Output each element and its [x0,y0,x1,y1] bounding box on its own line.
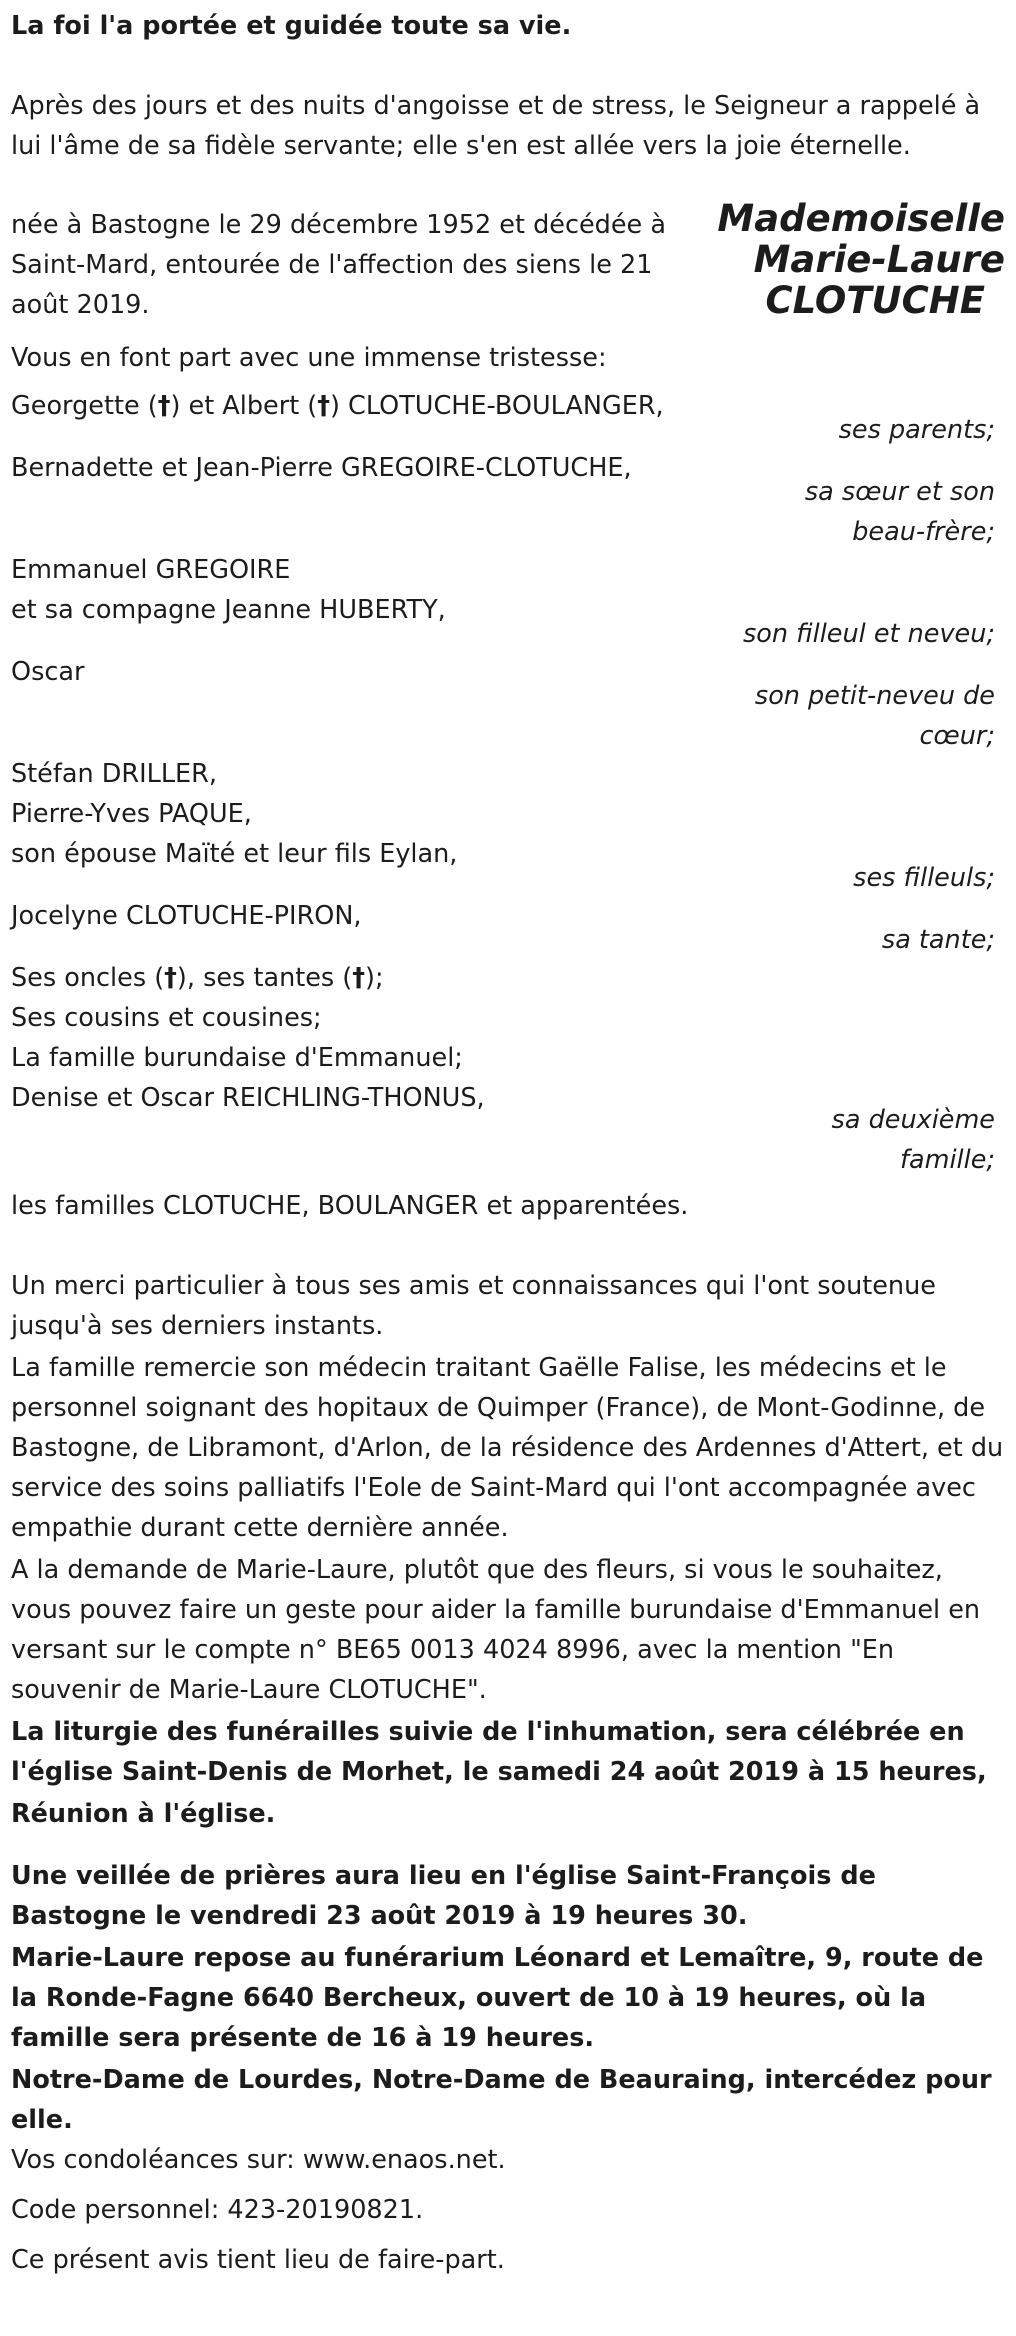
cross-icon: † [164,963,177,993]
families-line: les familles CLOTUCHE, BOULANGER et apparentées. [11,1191,689,1221]
aunt-role: sa tante; [881,925,995,955]
aunt-name: Jocelyne CLOTUCHE-PIRON, [11,901,362,931]
deceased-first-name: Marie-Laure [753,238,1005,281]
parents-role: ses parents; [838,415,995,445]
oscar-role: son petit-neveu de cœur; [754,681,995,751]
cousins: Ses cousins et cousines; [11,1003,322,1033]
thanks-medical: La famille remercie son médecin traitant Gaëlle Falise, les médecins et le personnel soignant des hopitaux de Quimper (France), de Mont-Godinne, de Bastogne, de Libramont, d'Arlon, de la résidence des Ardennes d'Attert, et du service des soins palliatifs l'Eole de Saint-Mard qui l'ont accompagnée avec empathie durant cette dernière année. [11,1353,1004,1543]
deceased-name [705,198,1005,321]
sister-names: Bernadette et Jean-Pierre GREGOIRE-CLOTUCHE, [11,453,632,483]
godchildren-names: Stéfan DRILLER, Pierre-Yves PAQUE, son épouse Maïté et leur fils Eylan, [11,759,458,869]
vigil-info: Une veillée de prières aura lieu en l'église Saint-François de Bastogne le vendredi 23 août 2019 à 19 heures 30. [11,1861,876,1931]
reichling-role: sa deuxième famille; [831,1105,995,1175]
deceased-last-name: CLOTUCHE [765,279,985,322]
funerarium-info: Marie-Laure repose au funérarium Léonard et Lemaître, 9, route de la Ronde-Fagne 6640 Bercheux, ouvert de 10 à 19 heures, où la famille sera présente de 16 à 19 heures. [11,1943,984,2053]
godchildren-role: ses filleuls; [853,863,995,893]
closing-line: Ce présent avis tient lieu de faire-part. [11,2245,505,2275]
oscar-name: Oscar [11,657,85,687]
cross-icon: † [317,391,330,421]
birth-death-text: née à Bastogne le 29 décembre 1952 et décédée à Saint-Mard, entourée de l'affection des siens le 21 août 2019. [11,210,666,320]
prayer-line: Notre-Dame de Lourdes, Notre-Dame de Beauraing, intercédez pour elle. [11,2065,992,2135]
church-meeting: Réunion à l'église. [11,1799,276,1829]
godson-names: Emmanuel GREGOIRE et sa compagne Jeanne HUBERTY, [11,555,446,625]
reichling-names: Denise et Oscar REICHLING-THONUS, [11,1083,485,1113]
cross-icon: † [157,391,171,421]
condolences-line: Vos condoléances sur: www.enaos.net. [11,2145,506,2175]
parents-names: Georgette (†) et Albert (†) CLOTUCHE-BOULANGER, [11,391,664,421]
extended-family-list [11,958,485,1118]
godson-role: son filleul et neveu; [742,619,995,649]
deceased-title: Mademoiselle [717,197,1005,240]
announcement: Vous en font part avec une immense tristesse: [11,343,607,373]
thanks-friends: Un merci particulier à tous ses amis et connaissances qui l'ont soutenue jusqu'à ses derniers instants. [11,1271,936,1341]
opening-line: La foi l'a portée et guidée toute sa vie. [11,11,572,41]
uncles-aunts: Ses oncles (†), ses tantes (†); [11,963,384,993]
obituary-notice [11,0,1005,2336]
cross-icon: † [352,963,366,993]
donation-text: A la demande de Marie-Laure, plutôt que des fleurs, si vous le souhaitez, vous pouvez faire un geste pour aider la famille burundaise d'Emmanuel en versant sur le compte n° BE65 0013 4024 8996, avec la mention "En souvenir de Marie-Laure CLOTUCHE". [11,1555,981,1705]
intro-paragraph: Après des jours et des nuits d'angoisse et de stress, le Seigneur a rappelé à lui l'âme de sa fidèle servante; elle s'en est allée vers la joie éternelle. [11,91,981,161]
personal-code: Code personnel: 423-20190821. [11,2195,424,2225]
burundi-family: La famille burundaise d'Emmanuel; [11,1043,463,1073]
sister-role: sa sœur et son beau-frère; [804,477,995,547]
funeral-info: La liturgie des funérailles suivie de l'inhumation, sera célébrée en l'église Saint-Denis de Morhet, le samedi 24 août 2019 à 15 heures, [11,1717,987,1787]
